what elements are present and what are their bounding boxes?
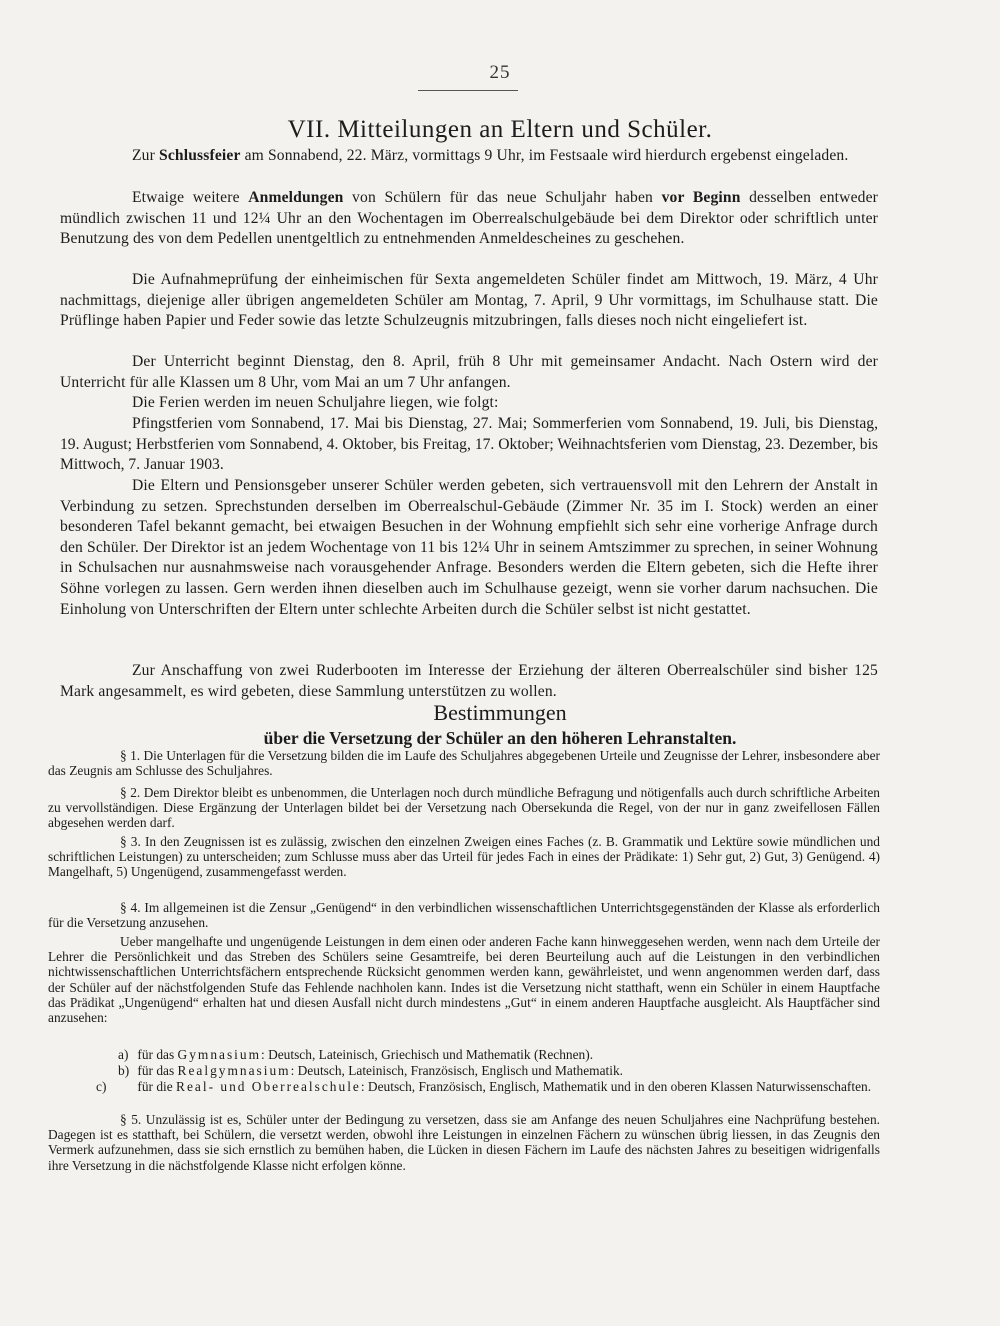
list-item: a) für das Gymnasium: Deutsch, Lateinisch, Griechisch und Mathematik (Rechnen). — [118, 1047, 594, 1062]
paragraph-section-1: § 1. Die Unterlagen für die Versetzung bilden die im Laufe des Schuljahres abgegebenen Urteile und Zeugnisse der Lehrer, insbesondere aber das Zeugnis am Schlusse des Schuljahres. — [48, 748, 880, 779]
paragraph-ferien-intro: Die Ferien werden im neuen Schuljahre liegen, wie folgt: — [132, 394, 499, 411]
paragraph-anmeldungen: Etwaige weitere Anmeldungen von Schülern für das neue Schuljahr haben vor Beginn desselben entweder mündlich zwischen 11 und 12¼ Uhr an den Wochentagen im Oberrealschulgebäude bei dem Direktor oder schriftlich unter Benutzung des von dem Pedellen unentgeltlich zu entnehmenden Anmeldescheines zu geschehen. — [60, 189, 878, 248]
heading-bestimmungen: Bestimmungen — [433, 700, 567, 725]
list-item: c) für die Real- und Oberrealschule: Deutsch, Französisch, Englisch, Mathematik und in den oberen Klassen Naturwissenschaften. — [96, 1079, 872, 1094]
paragraph-section-4: § 4. Im allgemeinen ist die Zensur „Genügend“ in den verbindlichen wissenschaftlichen Unterrichtsgegenständen der Klasse als erforderlich für die Versetzung anzusehen. — [48, 900, 880, 931]
page-number: 25 — [489, 62, 511, 83]
paragraph-section-4-continued: Ueber mangelhafte und ungenügende Leistungen in dem einen oder anderen Fache kann hinweggesehen werden, wenn nach dem Urteile der Lehrer die Persönlichkeit und das Streben des Schülers seine Gesamtreife, bei deren Beurteilung auch auf die Leistungen in den verbindlichen nichtwissenschaftlichen Unterrichtsfächern entsprechende Rücksicht genommen werden kann, gewährleistet, und wenn angenommen werden darf, dass der Schüler auf der nächstfolgenden Stufe das Fehlende nachholen kann. Indes ist die Versetzung nicht statthaft, wenn ein Schüler in einem Hauptfache das Prädikat „Ungenügend“ erhalten hat und diesen Ausfall nicht durch mindestens „Gut“ in einem anderen Hauptfache ausgleicht. Als Hauptfächer sind anzusehen: — [48, 934, 880, 1026]
paragraph-unterricht: Der Unterricht beginnt Dienstag, den 8. April, früh 8 Uhr mit gemeinsamer Andacht. Nach Ostern wird der Unterricht für alle Klassen um 8 Uhr, vom Mai an um 7 Uhr anfangen. — [60, 353, 878, 391]
subheading-versetzung: über die Versetzung der Schüler an den höheren Lehranstalten. — [263, 728, 737, 748]
paragraph-aufnahmepruefung: Die Aufnahmeprüfung der einheimischen für Sexta angemeldeten Schüler findet am Mittwoch, 19. März, 4 Uhr nachmittags, diejenige aller übrigen angemeldeten Schüler am Montag, 7. April, 9 Uhr vormittags, im Schulhause statt. Die Prüflinge haben Papier und Feder sowie das letzte Schulzeugnis mitzubringen, falls dieses noch nicht eingeliefert ist. — [60, 271, 878, 330]
paragraph-section-2: § 2. Dem Direktor bleibt es unbenommen, die Unterlagen noch durch mündliche Befragung und nötigenfalls auch durch schriftliche Arbeiten zu vervollständigen. Diese Ergänzung der Unterlagen bildet bei der Versetzung nach Obersekunda die Regel, von der nur in ganz zweifellosen Fällen abgesehen werden darf. — [48, 785, 880, 831]
paragraph-section-3: § 3. In den Zeugnissen ist es zulässig, zwischen den einzelnen Zweigen eines Faches (z. B. Grammatik und Lektüre sowie mündlichen und schriftlichen Leistungen) zu unterscheiden; zum Schlusse muss aber das Urteil für jedes Fach in eines der Prädikate: 1) Sehr gut, 2) Gut, 3) Genügend. 4) Mangelhaft, 5) Ungenügend, zusammengefasst werden. — [48, 834, 880, 880]
section-title: VII. Mitteilungen an Eltern und Schüler. — [287, 116, 713, 143]
list-item: b) für das Realgymnasium: Deutsch, Lateinisch, Französisch, Englisch und Mathematik. — [118, 1063, 624, 1078]
paragraph-ferien-dates: Pfingstferien vom Sonnabend, 17. Mai bis Dienstag, 27. Mai; Sommerferien vom Sonnabend, 19. Juli, bis Dienstag, 19. August; Herbstferien vom Sonnabend, 4. Oktober, bis Freitag, 17. Oktober; Weihnachtsferien vom Dienstag, 23. Dezember, bis Mittwoch, 7. Januar 1903. — [60, 415, 878, 474]
paragraph-section-5: § 5. Unzulässig ist es, Schüler unter der Bedingung zu versetzen, dass sie am Anfange des neuen Schuljahres eine Nachprüfung bestehen. Dagegen ist es statthaft, bei Schülern, die versetzt werden, obwohl ihre Leistungen in einzelnen Fächern zu wünschen übrig liessen, in das Zeugnis den Vermerk aufzunehmen, dass sie sich ernstlich zu bemühen haben, die Lücken in diesen Fächern im Laufe des nächsten Jahres zu beseitigen widrigenfalls ihre Versetzung in die nächstfolgende Klasse nicht erfolgen könne. — [48, 1112, 880, 1173]
paragraph-schlussfeier: Zur Schlussfeier am Sonnabend, 22. März, vormittags 9 Uhr, im Festsaale wird hierdurch ergebenst eingeladen. — [132, 147, 849, 164]
paragraph-eltern: Die Eltern und Pensionsgeber unserer Schüler werden gebeten, sich vertrauensvoll mit den Lehrern der Anstalt in Verbindung zu setzen. Sprechstunden derselben im Oberrealschul-Gebäude (Zimmer Nr. 35 im I. Stock) werden an einer besonderen Tafel bekannt gemacht, bei etwaigen Besuchen in der Wohnung empfiehlt sich sehr eine vorherige Anfrage durch den Schüler. Der Direktor ist an jedem Wochentage von 11 bis 12¼ Uhr in seinem Amtszimmer zu sprechen, in seiner Wohnung in Schulsachen nur ausnahmsweise nach vorausgehender Anfrage. Besonders werden die Eltern gebeten, sich die Hefte ihrer Söhne vorlegen zu lassen. Gern werden ihnen dieselben auch im Schulhause gezeigt, wenn sie vorher darum nachsuchen. Die Einholung von Unterschriften der Eltern unter schlechte Arbeiten durch die Schüler selbst ist nicht gestattet. — [60, 477, 878, 618]
paragraph-ruderboote: Zur Anschaffung von zwei Ruderbooten im Interesse der Erziehung der älteren Oberrealschüler sind bisher 125 Mark angesammelt, es wird gebeten, diese Sammlung unterstützen zu wollen. — [60, 662, 878, 700]
header-rule — [418, 90, 518, 91]
